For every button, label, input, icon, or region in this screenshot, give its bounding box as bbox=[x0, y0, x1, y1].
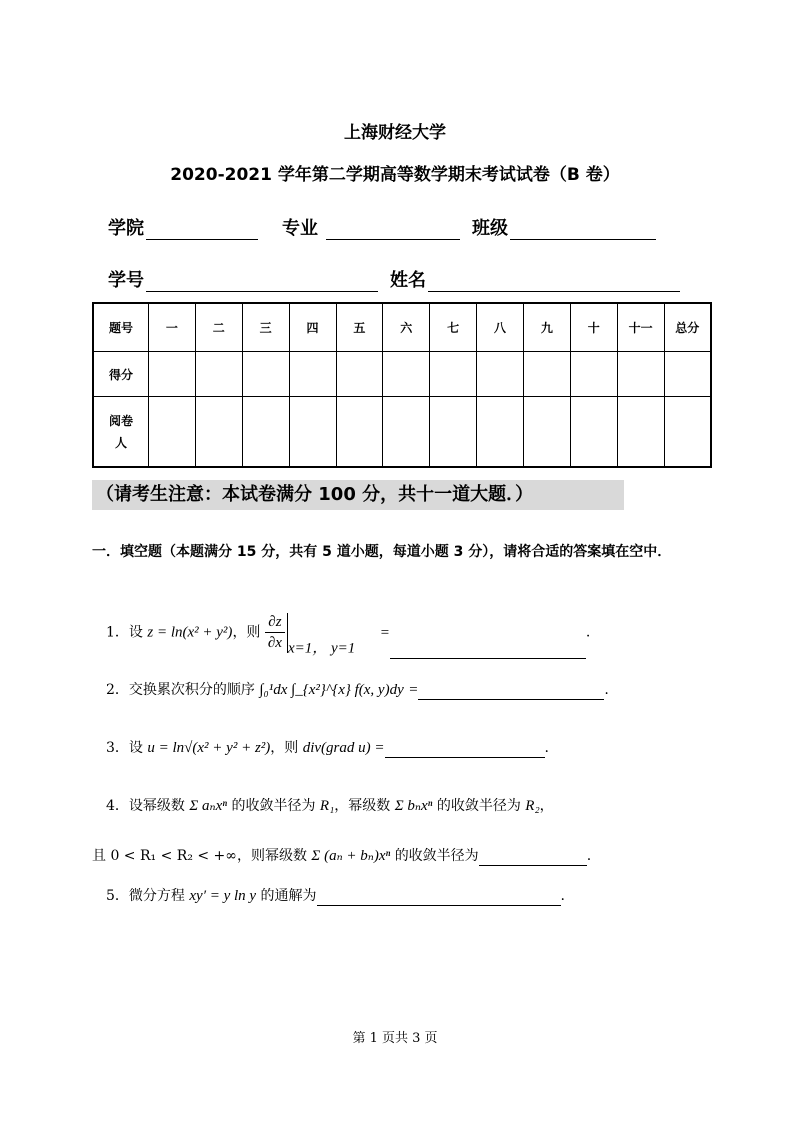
column-header: 三 bbox=[242, 303, 289, 352]
column-header: 总分 bbox=[664, 303, 711, 352]
q3-div-grad: div(grad u) = bbox=[302, 740, 385, 756]
grader-cell[interactable] bbox=[149, 397, 196, 468]
grader-cell[interactable] bbox=[336, 397, 383, 468]
answer-blank-4[interactable] bbox=[479, 847, 587, 866]
question-2: 2．交换累次积分的顺序 ∫₀¹dx ∫_{x²}^{x} f(x, y)dy = . bbox=[106, 682, 609, 698]
question-1: 1．设 z = ln(x² + y²)，则 $\frac{\partial z}{\partial x}$ x=1， y=1 = . bbox=[106, 614, 591, 657]
field-college bbox=[108, 214, 258, 240]
exam-notice: （请考生注意：本试卷满分 100 分，共十一道大题．） bbox=[92, 480, 624, 510]
q1-condition: x=1， y=1 bbox=[287, 640, 356, 657]
university-name: 上海财经大学 bbox=[344, 123, 446, 143]
column-header: 十一 bbox=[617, 303, 664, 352]
college-label: 学院 bbox=[108, 218, 144, 239]
section-1-heading: 一．填空题（本题满分 15 分，共有 5 道小题，每道小题 3 分），请将合适的答案填在空中． bbox=[92, 544, 672, 560]
exam-title: 2020-2021 学年第二学期高等数学期末考试试卷（B 卷） bbox=[170, 165, 620, 185]
score-cell[interactable] bbox=[383, 352, 430, 397]
column-header: 八 bbox=[477, 303, 524, 352]
answer-blank-3[interactable] bbox=[385, 739, 545, 758]
grader-cell[interactable] bbox=[383, 397, 430, 468]
question-3: 3．设 u = ln√(x² + y² + z²)，则 div(grad u) = . bbox=[106, 740, 549, 756]
score-cell[interactable] bbox=[336, 352, 383, 397]
q1-expression: z = ln(x² + y²) bbox=[147, 624, 233, 641]
grader-cell[interactable] bbox=[477, 397, 524, 468]
q5-equation: xy′ = y ln y bbox=[189, 888, 257, 904]
table-row-score bbox=[93, 352, 711, 397]
score-cell[interactable] bbox=[477, 352, 524, 397]
grader-cell[interactable] bbox=[617, 397, 664, 468]
grader-cell[interactable] bbox=[664, 397, 711, 468]
grader-cell[interactable] bbox=[430, 397, 477, 468]
page-footer: 第 1 页共 3 页 bbox=[352, 1031, 438, 1046]
field-class bbox=[472, 214, 656, 240]
q4-series-sum: Σ (aₙ + bₙ)xⁿ bbox=[311, 848, 391, 864]
column-header: 四 bbox=[289, 303, 336, 352]
score-cell[interactable] bbox=[617, 352, 664, 397]
score-cell[interactable] bbox=[430, 352, 477, 397]
row-label-score: 得分 bbox=[93, 352, 149, 397]
grader-cell[interactable] bbox=[289, 397, 336, 468]
q2-integral: ∫₀¹dx ∫_{x²}^{x} f(x, y)dy bbox=[259, 682, 404, 698]
score-cell[interactable] bbox=[664, 352, 711, 397]
question-5: 5．微分方程 xy′ = y ln y 的通解为 . bbox=[106, 888, 565, 904]
field-student-id bbox=[108, 266, 378, 292]
field-major bbox=[282, 214, 460, 240]
college-blank[interactable] bbox=[146, 221, 258, 240]
score-cell[interactable] bbox=[242, 352, 289, 397]
score-table bbox=[92, 302, 712, 468]
major-label: 专业 bbox=[282, 218, 318, 239]
field-name bbox=[390, 266, 680, 292]
grader-cell[interactable] bbox=[242, 397, 289, 468]
score-cell[interactable] bbox=[149, 352, 196, 397]
row-label-question-number: 题号 bbox=[93, 303, 149, 352]
column-header: 九 bbox=[524, 303, 571, 352]
q3-expression: u = ln√(x² + y² + z²) bbox=[147, 740, 271, 756]
column-header: 七 bbox=[430, 303, 477, 352]
score-cell[interactable] bbox=[289, 352, 336, 397]
column-header: 一 bbox=[149, 303, 196, 352]
column-header: 五 bbox=[336, 303, 383, 352]
name-blank[interactable] bbox=[428, 273, 680, 292]
question-4: 4．设幂级数 Σ aₙxⁿ 的收敛半径为 R₁，幂级数 Σ bₙxⁿ 的收敛半径为 R₂， bbox=[106, 798, 554, 814]
major-blank[interactable] bbox=[326, 221, 460, 240]
grader-cell[interactable] bbox=[570, 397, 617, 468]
table-row-question-number bbox=[93, 303, 711, 352]
row-label-grader: 阅卷人 bbox=[93, 397, 149, 468]
student-id-blank[interactable] bbox=[146, 273, 378, 292]
answer-blank-1[interactable] bbox=[390, 640, 586, 659]
column-header: 二 bbox=[195, 303, 242, 352]
class-label: 班级 bbox=[472, 218, 508, 239]
grader-cell[interactable] bbox=[195, 397, 242, 468]
table-row-grader bbox=[93, 397, 711, 468]
score-cell[interactable] bbox=[524, 352, 571, 397]
q4-series-b: Σ bₙxⁿ bbox=[394, 798, 433, 814]
q1-partial-fraction: $\frac{\partial z}{\partial x}$ bbox=[265, 612, 285, 653]
score-cell[interactable] bbox=[195, 352, 242, 397]
class-blank[interactable] bbox=[510, 221, 656, 240]
name-label: 姓名 bbox=[390, 270, 426, 291]
grader-cell[interactable] bbox=[524, 397, 571, 468]
answer-blank-2[interactable] bbox=[418, 681, 604, 700]
q4-series-a: Σ aₙxⁿ bbox=[189, 798, 227, 814]
score-cell[interactable] bbox=[570, 352, 617, 397]
answer-blank-5[interactable] bbox=[317, 887, 561, 906]
column-header: 六 bbox=[383, 303, 430, 352]
column-header: 十 bbox=[570, 303, 617, 352]
student-id-label: 学号 bbox=[108, 270, 144, 291]
question-4-line-2: 且 0 < R₁ < R₂ < +∞，则幂级数 Σ (aₙ + bₙ)xⁿ 的收敛半径为 . bbox=[92, 848, 592, 864]
